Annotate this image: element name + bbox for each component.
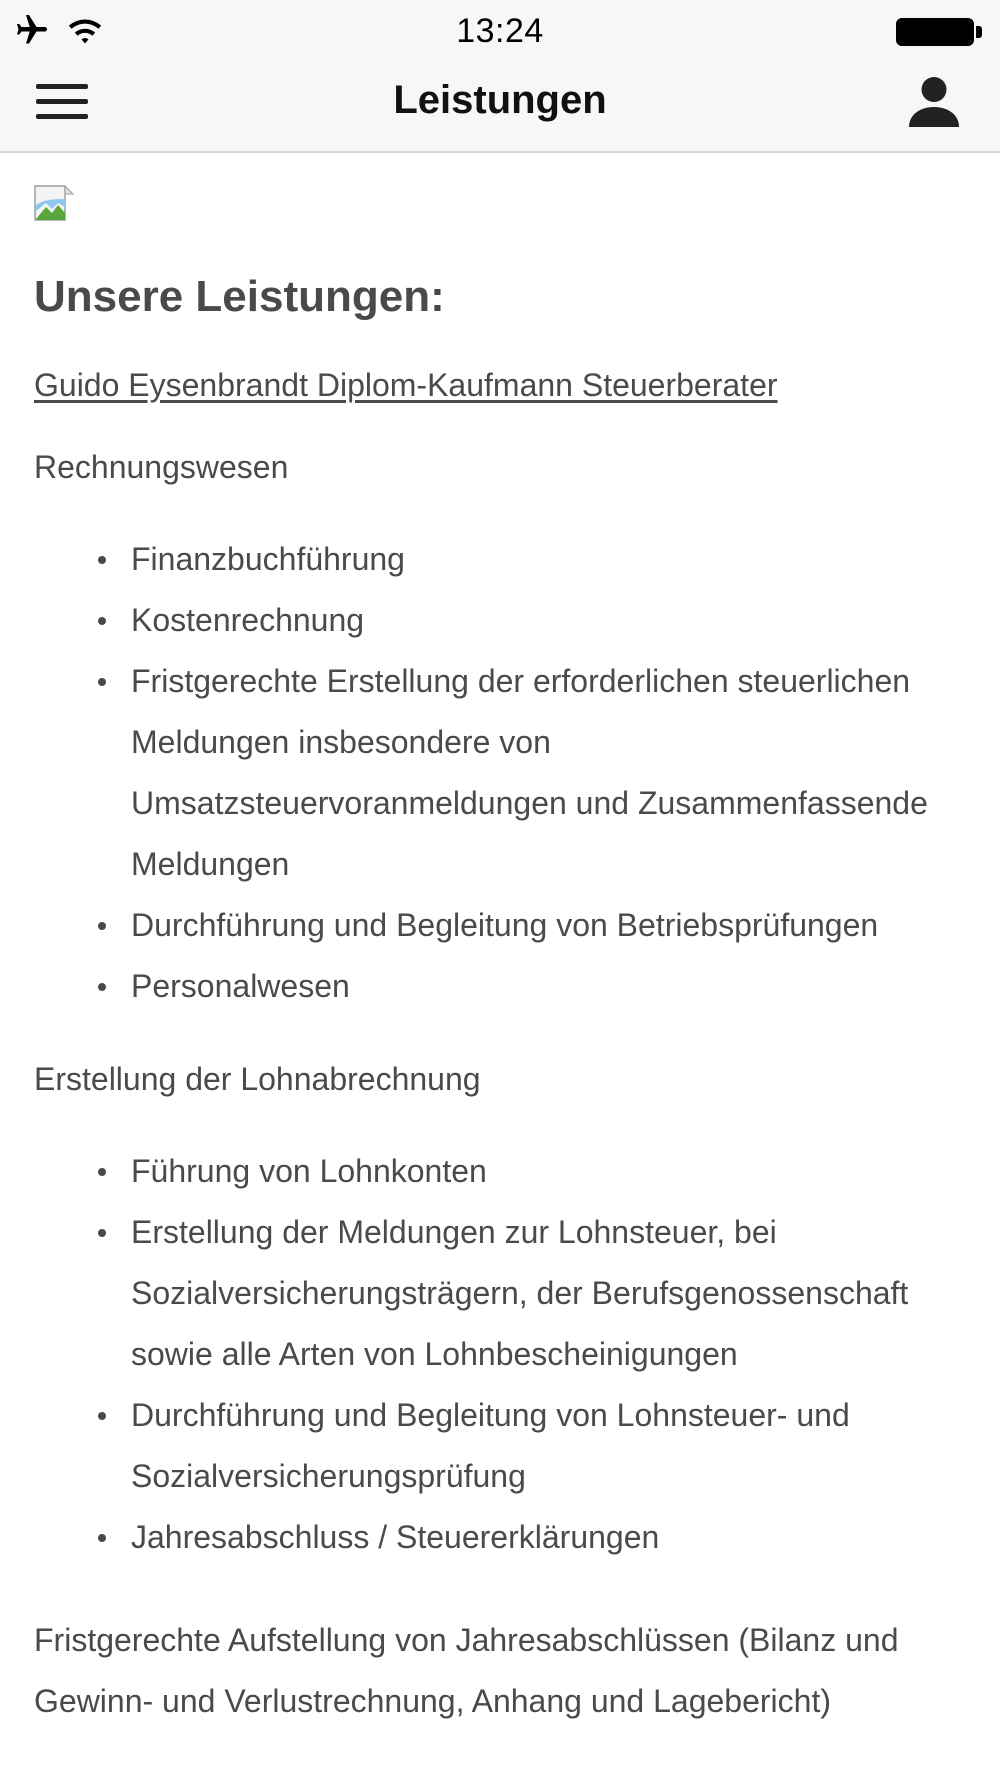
list-item: Durchführung und Begleitung von Betriebsprüfungen	[131, 895, 974, 956]
advisor-link[interactable]: Guido Eysenbrandt Diplom-Kaufmann Steuerberater	[34, 367, 778, 403]
section-heading: Unsere Leistungen:	[34, 272, 445, 321]
list-item: Fristgerechte Erstellung der erforderlichen steuerlichen Meldungen insbesondere von Umsatzsteuervoranmeldungen und Zusammenfassende Meldungen	[131, 651, 974, 895]
list-rechnungswesen	[34, 529, 974, 1017]
list-item: Führung von Lohnkonten	[131, 1141, 974, 1202]
list-item: Erstellung der Meldungen zur Lohnsteuer, bei Sozialversicherungsträgern, der Berufsgenossenschaft sowie alle Arten von Lohnbescheinigungen	[131, 1202, 974, 1385]
section-title-rechnungswesen: Rechnungswesen	[34, 449, 289, 485]
page-title: Leistungen	[393, 78, 607, 122]
list-item: Durchführung und Begleitung von Lohnsteuer- und Sozialversicherungsprüfung	[131, 1385, 974, 1507]
broken-image-icon	[34, 185, 74, 225]
list-lohnabrechnung	[34, 1141, 974, 1568]
closing-text: Fristgerechte Aufstellung von Jahresabschlüssen (Bilanz und Gewinn- und Verlustrechnung, Anhang und Lagebericht)	[34, 1622, 899, 1719]
list-item: Kostenrechnung	[131, 590, 974, 651]
section-title-lohnabrechnung: Erstellung der Lohnabrechnung	[34, 1061, 481, 1097]
user-icon[interactable]	[904, 72, 964, 132]
status-time: 13:24	[456, 12, 544, 50]
battery-icon	[896, 18, 986, 46]
list-item: Finanzbuchführung	[131, 529, 974, 590]
navbar	[0, 60, 1000, 153]
list-item: Jahresabschluss / Steuererklärungen	[131, 1507, 974, 1568]
status-bar	[0, 0, 1000, 60]
main-content	[34, 185, 974, 1732]
list-item: Personalwesen	[131, 956, 974, 1017]
